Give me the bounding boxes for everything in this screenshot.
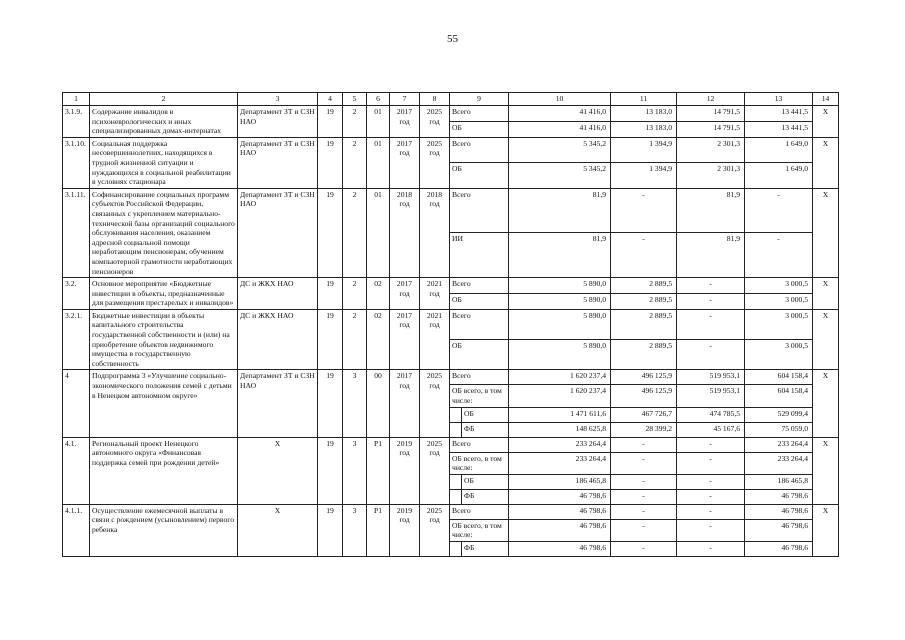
code-gp: 19 [318,278,343,310]
column-number: 1 [63,93,90,106]
funding-source: ОБ всего, в том числе: [450,452,509,474]
code-measure: 01 [367,137,390,188]
year-amount: 3 000,5 [745,309,813,339]
year-amount: 14 791,5 [677,121,745,137]
end-year: 2018 год [420,188,450,277]
funding-source: Всего [450,137,509,162]
measure-name: Осуществление ежемесячной выплаты в связи с рождением (усыновлением) первого ребенка [90,504,238,556]
total-amount: 41 416,0 [509,121,611,137]
funding-source: ОБ [462,407,509,422]
measure-name: Софинансирование социальных программ субъектов Российской Федерации, связанных с укреплением материально-технической базы организаций социального обслуживания населения, оказанием адресной социальной помощи неработающим пенсионерам, обучением компьютерной грамотности неработающих пенсионеров [90,188,238,277]
year-amount: 233 264,4 [745,452,813,474]
executor: Департамент ЗТ и СЗН НАО [238,137,318,188]
executor: Х [238,437,318,504]
year-amount: - [677,542,745,557]
column-number-row [63,93,839,106]
column-14-mark: Х [813,504,839,556]
year-amount: 46 798,6 [745,542,813,557]
measure-name: Социальная поддержка несовершеннолетних, находящихся в трудной жизненной ситуации и нуждающихся в социальной реабилитации в условиях стационара [90,137,238,188]
column-14-mark: Х [813,188,839,277]
indent-spacer [450,489,462,504]
total-amount: 46 798,6 [509,542,611,557]
code-gp: 19 [318,370,343,437]
year-amount: - [677,340,745,370]
year-amount: 13 441,5 [745,121,813,137]
total-amount: 5 345,2 [509,163,611,188]
column-14-mark: Х [813,278,839,310]
column-14-mark: Х [813,437,839,504]
code-measure: Р1 [367,504,390,556]
year-amount: 1 394,9 [611,163,677,188]
year-amount: 2 301,3 [677,137,745,162]
executor: Департамент ЗТ и СЗН НАО [238,106,318,138]
column-number: 4 [318,93,343,106]
year-amount: 3 000,5 [745,340,813,370]
code-measure: 00 [367,370,390,437]
year-amount: 2 889,5 [611,293,677,309]
item-number: 3.2.1. [63,309,90,370]
item-number: 3.2. [63,278,90,310]
start-year: 2019 год [390,437,420,504]
table-row [63,370,839,385]
budget-table [62,92,839,557]
year-amount: 3 000,5 [745,278,813,294]
year-amount: - [677,452,745,474]
year-amount: - [677,437,745,452]
table-row [63,504,839,519]
year-amount: 81,9 [677,188,745,233]
code-sub: 2 [343,188,367,277]
code-sub: 2 [343,137,367,188]
end-year: 2021 год [420,278,450,310]
item-number: 4.1. [63,437,90,504]
indent-spacer [450,542,462,557]
year-amount: 2 301,3 [677,163,745,188]
funding-source: ОБ [450,163,509,188]
column-number: 10 [509,93,611,106]
total-amount: 5 890,0 [509,309,611,339]
total-amount: 148 625,8 [509,422,611,437]
funding-source: ОБ всего, в том числе: [450,519,509,541]
year-amount: - [611,474,677,489]
column-number: 12 [677,93,745,106]
end-year: 2025 год [420,370,450,437]
item-number: 4.1.1. [63,504,90,556]
executor: ДС и ЖКХ НАО [238,309,318,370]
code-gp: 19 [318,188,343,277]
year-amount: - [611,489,677,504]
total-amount: 186 465,8 [509,474,611,489]
total-amount: 5 345,2 [509,137,611,162]
indent-spacer [450,407,462,422]
code-measure: 02 [367,278,390,310]
year-amount: - [677,474,745,489]
table-row [63,188,839,233]
executor: Департамент ЗТ и СЗН НАО [238,370,318,437]
measure-name: Основное мероприятие «Бюджетные инвестиции в объекты, предназначенные для размещения престарелых и инвалидов» [90,278,238,310]
measure-name: Содержание инвалидов в психоневрологических и иных специализированных домах-интернатах [90,106,238,138]
year-amount: 13 183,0 [611,121,677,137]
year-amount: 519 953,1 [677,370,745,385]
code-gp: 19 [318,137,343,188]
code-gp: 19 [318,309,343,370]
item-number: 4 [63,370,90,437]
column-number: 11 [611,93,677,106]
funding-source: ОБ [450,293,509,309]
year-amount: 3 000,5 [745,293,813,309]
start-year: 2017 год [390,137,420,188]
measure-name: Бюджетные инвестиции в объекты капитального строительства государственной собственности и (или) на приобретение объектов недвижимого имущества в государственную собственность [90,309,238,370]
year-amount: 604 158,4 [745,385,813,407]
year-amount: 233 264,4 [745,437,813,452]
executor: ДС и ЖКХ НАО [238,278,318,310]
funding-source: Всего [450,309,509,339]
year-amount: 2 889,5 [611,278,677,294]
column-14-mark: Х [813,370,839,437]
start-year: 2017 год [390,309,420,370]
year-amount: - [745,233,813,278]
code-sub: 2 [343,278,367,310]
column-number: 8 [420,93,450,106]
table-row [63,437,839,452]
funding-source: Всего [450,106,509,122]
year-amount: 496 125,9 [611,385,677,407]
total-amount: 233 264,4 [509,437,611,452]
year-amount: - [677,309,745,339]
year-amount: - [611,233,677,278]
year-amount: 13 441,5 [745,106,813,122]
year-amount: 467 726,7 [611,407,677,422]
year-amount: 529 099,4 [745,407,813,422]
year-amount: - [745,188,813,233]
total-amount: 5 890,0 [509,278,611,294]
column-number: 9 [450,93,509,106]
funding-source: Всего [450,370,509,385]
funding-source: ИИ [450,233,509,278]
funding-source: ОБ всего, в том числе: [450,385,509,407]
code-measure: 01 [367,106,390,138]
measure-name: Подпрограмма 3 «Улучшение социально-экономического положения семей с детьми в Ненецком автономном округе» [90,370,238,437]
year-amount: 14 791,5 [677,106,745,122]
end-year: 2025 год [420,437,450,504]
executor: Департамент ЗТ и СЗН НАО [238,188,318,277]
code-measure: Р1 [367,437,390,504]
year-amount: 75 059,0 [745,422,813,437]
total-amount: 1 471 611,6 [509,407,611,422]
funding-source: ОБ [450,340,509,370]
funding-source: ОБ [462,474,509,489]
year-amount: 1 649,0 [745,163,813,188]
funding-source: ОБ [450,121,509,137]
total-amount: 1 620 237,4 [509,385,611,407]
start-year: 2018 год [390,188,420,277]
item-number: 3.1.10. [63,137,90,188]
year-amount: - [677,489,745,504]
table-row [63,137,839,162]
year-amount: 186 465,8 [745,474,813,489]
funding-source: Всего [450,278,509,294]
code-sub: 3 [343,504,367,556]
year-amount: - [611,188,677,233]
year-amount: 604 158,4 [745,370,813,385]
end-year: 2021 год [420,309,450,370]
total-amount: 46 798,6 [509,504,611,519]
column-14-mark: Х [813,137,839,188]
table-row [63,106,839,122]
funding-source: Всего [450,437,509,452]
total-amount: 46 798,6 [509,519,611,541]
year-amount: - [677,293,745,309]
column-14-mark: Х [813,106,839,138]
funding-source: ФБ [462,542,509,557]
total-amount: 81,9 [509,188,611,233]
year-amount: 1 394,9 [611,137,677,162]
column-number: 3 [238,93,318,106]
year-amount: 46 798,6 [745,519,813,541]
year-amount: 2 889,5 [611,309,677,339]
year-amount: 496 125,9 [611,370,677,385]
code-measure: 02 [367,309,390,370]
year-amount: 46 798,6 [745,504,813,519]
funding-source: ФБ [462,489,509,504]
table-body [63,93,839,557]
year-amount: - [677,278,745,294]
column-number: 6 [367,93,390,106]
column-number: 13 [745,93,813,106]
end-year: 2025 год [420,504,450,556]
total-amount: 46 798,6 [509,489,611,504]
code-sub: 2 [343,106,367,138]
start-year: 2017 год [390,106,420,138]
year-amount: 45 167,6 [677,422,745,437]
total-amount: 5 890,0 [509,293,611,309]
funding-source: Всего [450,188,509,233]
end-year: 2025 год [420,137,450,188]
year-amount: - [611,519,677,541]
item-number: 3.1.9. [63,106,90,138]
year-amount: 13 183,0 [611,106,677,122]
funding-source: Всего [450,504,509,519]
code-measure: 01 [367,188,390,277]
code-gp: 19 [318,437,343,504]
item-number: 3.1.11. [63,188,90,277]
year-amount: 81,9 [677,233,745,278]
year-amount: - [677,504,745,519]
page-number: 55 [447,33,458,45]
end-year: 2025 год [420,106,450,138]
column-number: 14 [813,93,839,106]
column-14-mark: Х [813,309,839,370]
code-sub: 3 [343,370,367,437]
total-amount: 5 890,0 [509,340,611,370]
year-amount: - [611,542,677,557]
year-amount: - [611,452,677,474]
funding-source: ФБ [462,422,509,437]
indent-spacer [450,474,462,489]
total-amount: 41 416,0 [509,106,611,122]
column-number: 2 [90,93,238,106]
measure-name: Региональный проект Ненецкого автономного округа «Финансовая поддержка семей при рождении детей» [90,437,238,504]
year-amount: 474 785,5 [677,407,745,422]
total-amount: 233 264,4 [509,452,611,474]
start-year: 2017 год [390,370,420,437]
year-amount: 46 798,6 [745,489,813,504]
year-amount: 2 889,5 [611,340,677,370]
executor: Х [238,504,318,556]
indent-spacer [450,422,462,437]
code-gp: 19 [318,504,343,556]
table-row [63,278,839,294]
total-amount: 81,9 [509,233,611,278]
code-sub: 3 [343,437,367,504]
year-amount: 28 399,2 [611,422,677,437]
total-amount: 1 620 237,4 [509,370,611,385]
start-year: 2019 год [390,504,420,556]
table-row [63,309,839,339]
year-amount: 1 649,0 [745,137,813,162]
year-amount: - [611,437,677,452]
start-year: 2017 год [390,278,420,310]
year-amount: 519 953,1 [677,385,745,407]
code-sub: 2 [343,309,367,370]
code-gp: 19 [318,106,343,138]
column-number: 7 [390,93,420,106]
column-number: 5 [343,93,367,106]
year-amount: - [611,504,677,519]
year-amount: - [677,519,745,541]
